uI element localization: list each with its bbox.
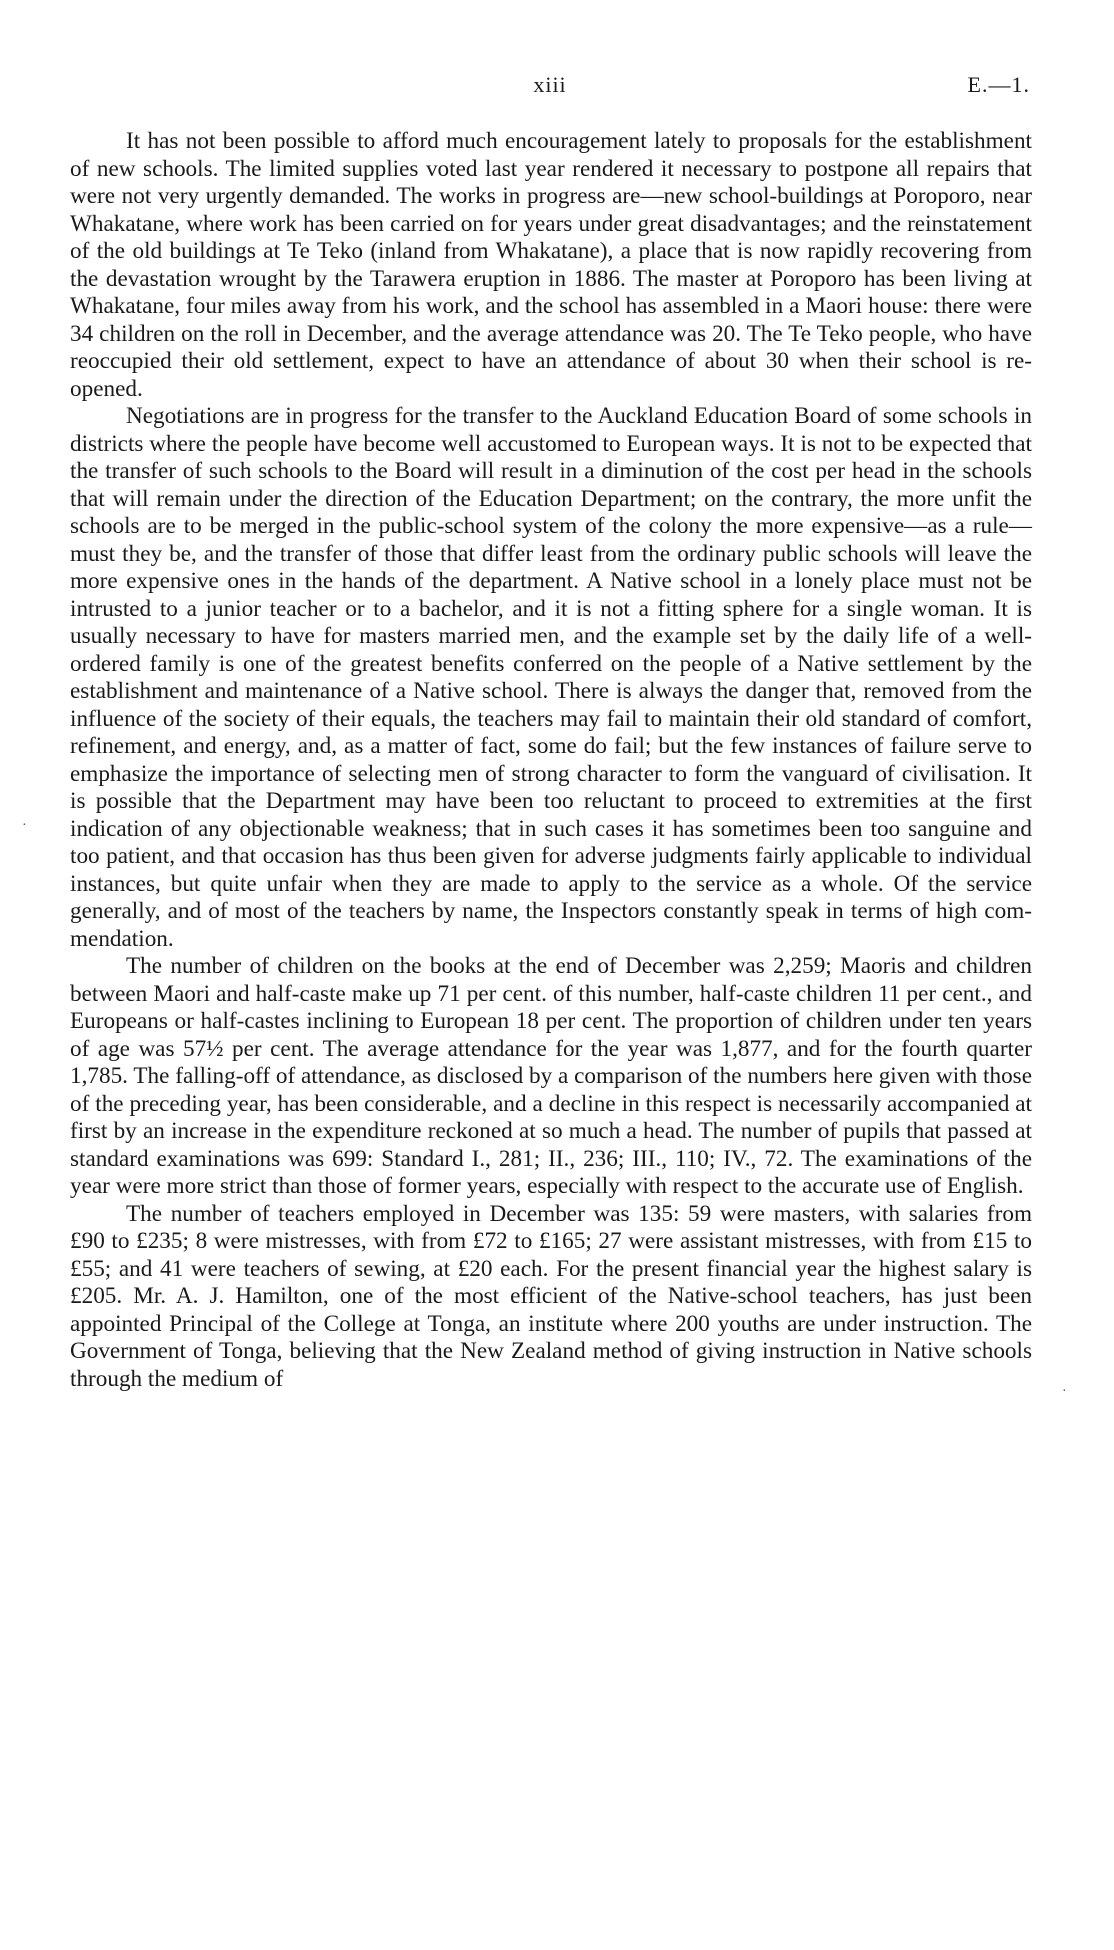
page-number: xiii: [533, 72, 567, 97]
document-reference: E.—1.: [967, 72, 1030, 97]
page-header: [70, 72, 1030, 102]
body-text: [70, 128, 1032, 1393]
paragraph-teachers-employed: The number of teachers employed in December was 135: 59 were masters, with salaries from £90 to £235; 8 were mistresses, with from £72 to £165; 27 were assistant mistresses, with from £15 to £55; and 41 were teachers of sewing, at £20 each. For the present financial year the highest salary is £205. Mr. A. J. Hamilton, one of the most efficient of the Native-school teachers, has just been appointed Principal of the College at Tonga, an institute where 200 youths are under instruction. The Government of Tonga, believing that the New Zealand method of giving instruction in Native schools through the medium of: [70, 1200, 1032, 1392]
paragraph-new-schools: It has not been possible to afford much encouragement lately to proposals for the establishment of new schools. The limited supplies voted last year rendered it necessary to postpone all repairs that were not very urgently demanded. The works in progress are—new school-buildings at Poroporo, near Whakatane, where work has been carried on for years under great disadvantages; and the reinstatement of the old buildings at Te Teko (inland from Whakatane), a place that is now rapidly recovering from the devastation wrought by the Tarawera eruption in 1886. The master at Poroporo has been living at Whakatane, four miles away from his work, and the school has assembled in a Maori house: there were 34 children on the roll in December, and the average attendance was 20. The Te Teko people, who have reoccupied their old settlement, expect to have an attendance of about 30 when their school is reopened.: [70, 128, 1032, 402]
margin-dot-right: ·: [1062, 1384, 1067, 1399]
paragraph-transfer-negotiations: Negotiations are in progress for the transfer to the Auckland Education Board of some schools in districts where the people have become well accustomed to European ways. It is not to be expected that the transfer of such schools to the Board will result in a diminution of the cost per head in the schools that will remain under the direction of the Education Department; on the contrary, the more unfit the schools are to be merged in the public-school system of the colony the more expensive—as a rule—must they be, and the transfer of those that differ least from the ordinary public schools will leave the more expensive ones in the hands of the department. A Native school in a lonely place must not be intrusted to a junior teacher or to a bachelor, and it is not a fitting sphere for a single woman. It is usually necessary to have for masters married men, and the example set by the daily life of a well-ordered family is one of the greatest benefits conferred on the people of a Native settlement by the establishment and maintenance of a Native school. There is always the danger that, removed from the influence of the society of their equals, the teachers may fail to maintain their old standard of comfort, refinement, and energy, and, as a matter of fact, some do fail; but the few instances of failure serve to emphasize the importance of selecting men of strong character to form the vanguard of civilisation. It is possible that the Department may have been too reluctant to proceed to extremities at the first indication of any objectionable weakness; that in such cases it has sometimes been too sanguine and too patient, and that occasion has thus been given for adverse judgments fairly applicable to individual instances, but quite unfair when they are made to apply to the service as a whole. Of the service generally, and of most of the teachers by name, the Inspectors constantly speak in terms of high commendation.: [70, 403, 1032, 952]
paragraph-children-numbers: The number of children on the books at the end of December was 2,259; Maoris and children between Maori and half-caste make up 71 per cent. of this number, half-caste children 11 per cent., and Europeans or half-castes inclining to European 18 per cent. The proportion of children under ten years of age was 57½ per cent. The average attendance for the year was 1,877, and for the fourth quarter 1,785. The falling-off of attendance, as disclosed by a comparison of the numbers here given with those of the preceding year, has been considerable, and a decline in this respect is necessarily accompanied at first by an increase in the expenditure reckoned at so much a head. The number of pupils that passed at standard examinations was 699: Standard I., 281; II., 236; III., 110; IV., 72. The examinations of the year were more strict than those of former years, especially with respect to the accurate use of English.: [70, 953, 1032, 1199]
margin-dot-left: ·: [22, 818, 27, 833]
